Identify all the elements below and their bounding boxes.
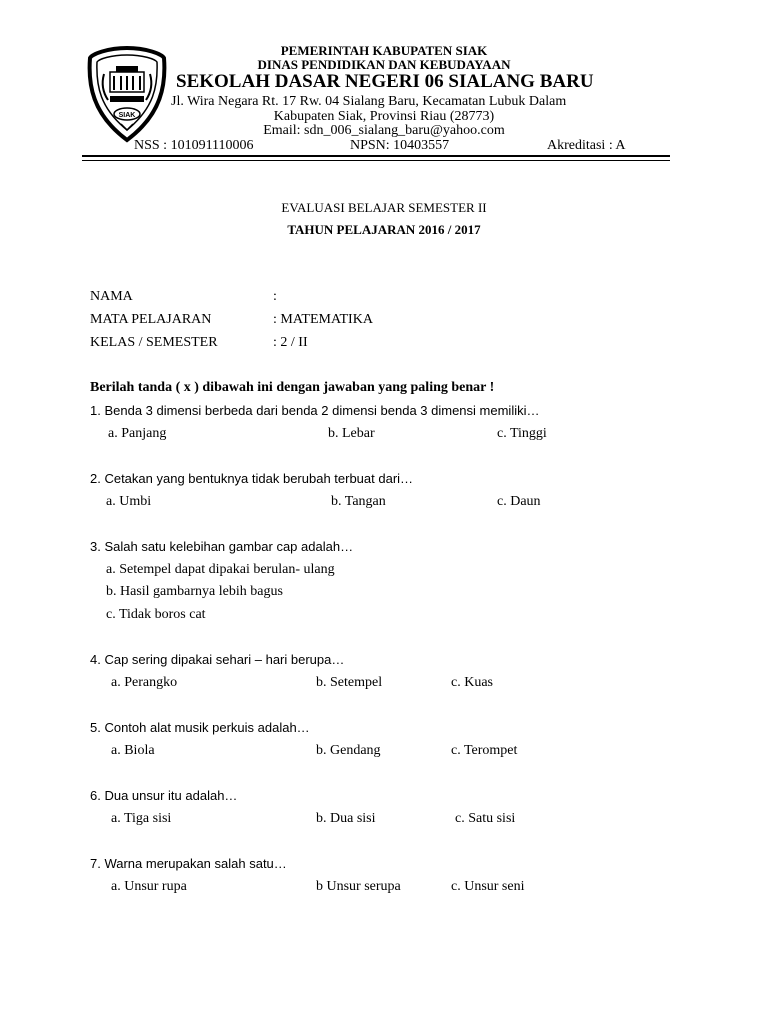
question-1: 1. Benda 3 dimensi berbeda dari benda 2 dimensi benda 3 dimensi memiliki… — [90, 403, 540, 418]
q4-option-b: b. Setempel — [316, 675, 383, 690]
q2-option-a: a. Umbi — [106, 494, 152, 509]
header-government: PEMERINTAH KABUPATEN SIAK — [280, 43, 488, 58]
q1-option-a: a. Panjang — [108, 426, 167, 441]
q4-option-c: c. Kuas — [451, 675, 493, 690]
identity-class-value: : 2 / II — [273, 335, 308, 350]
identity-class-label: KELAS / SEMESTER — [90, 335, 218, 350]
q3-option-a: a. Setempel dapat dipakai berulan- ulang — [106, 562, 335, 577]
q4-option-a: a. Perangko — [111, 675, 178, 690]
q7-option-c: c. Unsur seni — [451, 879, 525, 894]
q3-option-b: b. Hasil gambarnya lebih bagus — [106, 584, 283, 599]
question-5: 5. Contoh alat musik perkuis adalah… — [90, 720, 310, 735]
identity-subject-value: : MATEMATIKA — [273, 312, 373, 327]
identity-name-value: : — [273, 289, 277, 304]
header-email: Email: sdn_006_sialang_baru@yahoo.com — [263, 123, 505, 138]
header-nss: NSS : 101091110006 — [134, 138, 254, 153]
q3-option-c: c. Tidak boros cat — [106, 607, 206, 622]
q1-option-b: b. Lebar — [328, 426, 375, 441]
q1-option-c: c. Tinggi — [497, 426, 547, 441]
q2-option-c: c. Daun — [497, 494, 541, 509]
header-region: Kabupaten Siak, Provinsi Riau (28773) — [273, 109, 495, 124]
document-subtitle: TAHUN PELAJARAN 2016 / 2017 — [287, 222, 481, 237]
question-2: 2. Cetakan yang bentuknya tidak berubah terbuat dari… — [90, 471, 414, 486]
document-title: EVALUASI BELAJAR SEMESTER II — [281, 200, 487, 215]
logo-text: SIAK — [118, 112, 136, 119]
question-3: 3. Salah satu kelebihan gambar cap adalah… — [90, 539, 354, 554]
q5-option-b: b. Gendang — [316, 743, 381, 758]
q5-option-a: a. Biola — [111, 743, 155, 758]
header-address: Jl. Wira Negara Rt. 17 Rw. 04 Sialang Baru, Kecamatan Lubuk Dalam — [171, 94, 567, 109]
q2-option-b: b. Tangan — [331, 494, 386, 509]
identity-subject-label: MATA PELAJARAN — [90, 312, 212, 327]
instruction: Berilah tanda ( x ) dibawah ini dengan jawaban yang paling benar ! — [90, 380, 495, 395]
header-npsn: NPSN: 10403557 — [350, 138, 450, 153]
q6-option-a: a. Tiga sisi — [111, 811, 172, 826]
question-6: 6. Dua unsur itu adalah… — [90, 788, 238, 803]
header-divider-thin — [82, 160, 670, 161]
header-school-name: SEKOLAH DASAR NEGERI 06 SIALANG BARU — [176, 71, 594, 92]
q6-option-b: b. Dua sisi — [316, 811, 376, 826]
identity-name-label: NAMA — [90, 289, 133, 304]
q5-option-c: c. Terompet — [451, 743, 518, 758]
header-department: DINAS PENDIDIKAN DAN KEBUDAYAAN — [257, 57, 511, 72]
q6-option-c: c. Satu sisi — [455, 811, 516, 826]
header-divider-thick — [82, 155, 670, 157]
header-akreditasi: Akreditasi : A — [547, 138, 626, 153]
question-4: 4. Cap sering dipakai sehari – hari berupa… — [90, 652, 345, 667]
question-7: 7. Warna merupakan salah satu… — [90, 856, 287, 871]
q7-option-b: b Unsur serupa — [316, 879, 401, 894]
q7-option-a: a. Unsur rupa — [111, 879, 187, 894]
